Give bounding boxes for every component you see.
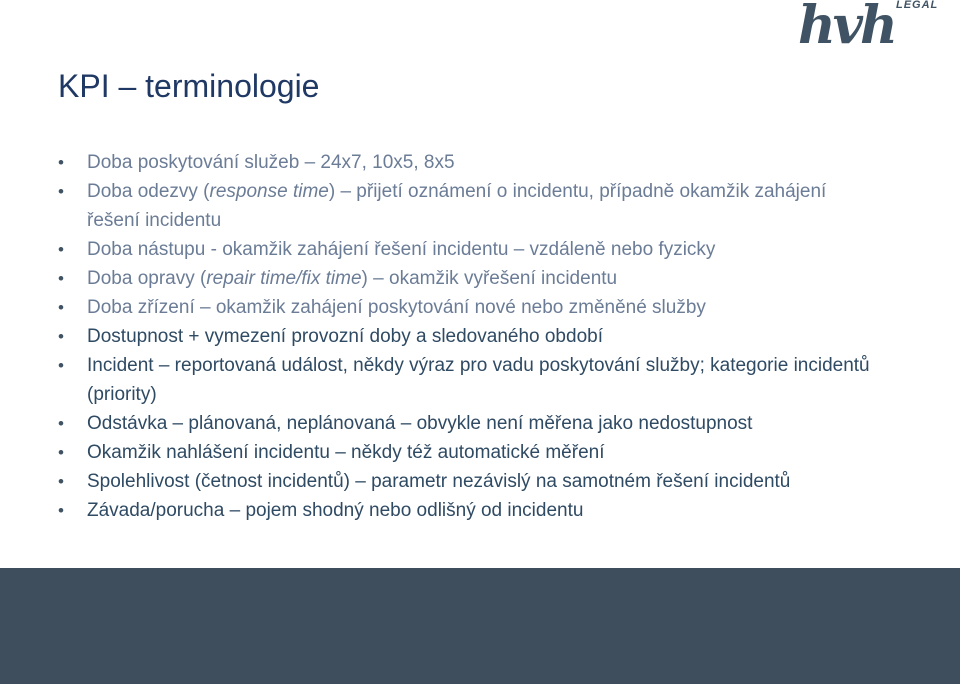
- bullet-dot-icon: •: [58, 327, 64, 346]
- bullet-text: Doba zřízení – okamžik zahájení poskytování nové nebo změněné služby: [87, 297, 706, 318]
- bullet-italic-term: repair time/fix time: [206, 268, 362, 289]
- bullet-item: [58, 438, 878, 467]
- logo-text: hvh: [798, 0, 895, 56]
- bullet-dot-icon: •: [58, 240, 64, 259]
- bullet-dot-icon: •: [58, 414, 64, 433]
- bullet-text: ) – přijetí oznámení o incidentu, případně okamžik zahájení řešení incidentu: [87, 181, 827, 231]
- logo-subtext: LEGAL: [896, 0, 939, 11]
- bullet-text: Doba odezvy (: [87, 181, 210, 202]
- bullet-text: Incident – reportovaná událost, někdy výraz pro vadu poskytování služby; kategorie incidentů (priority): [87, 355, 870, 405]
- footer-band: [0, 568, 960, 684]
- bullet-dot-icon: •: [58, 356, 64, 375]
- bullet-item: [58, 148, 878, 177]
- slide-title: KPI – terminologie: [58, 68, 320, 104]
- bullet-text: Okamžik nahlášení incidentu – někdy též automatické měření: [87, 442, 605, 463]
- bullet-item: [58, 351, 878, 409]
- bullet-item: [58, 409, 878, 438]
- bullet-text: Spolehlivost (četnost incidentů) – parametr nezávislý na samotném řešení incidentů: [87, 471, 791, 492]
- bullet-item: [58, 293, 878, 322]
- bullet-text: Doba poskytování služeb – 24x7, 10x5, 8x5: [87, 152, 455, 173]
- bullet-dot-icon: •: [58, 443, 64, 462]
- bullet-list: [58, 148, 878, 525]
- bullet-item: [58, 322, 878, 351]
- bullet-text: Doba opravy (: [87, 268, 207, 289]
- bullet-item: [58, 496, 878, 525]
- bullet-dot-icon: •: [58, 298, 64, 317]
- bullet-item: [58, 467, 878, 496]
- bullet-item: [58, 264, 878, 293]
- bullet-dot-icon: •: [58, 153, 64, 172]
- bullet-text: ) – okamžik vyřešení incidentu: [361, 268, 618, 289]
- bullet-dot-icon: •: [58, 269, 64, 288]
- bullet-text: Odstávka – plánovaná, neplánovaná – obvykle není měřena jako nedostupnost: [87, 413, 753, 434]
- bullet-text: Závada/porucha – pojem shodný nebo odlišný od incidentu: [87, 500, 584, 521]
- bullet-dot-icon: •: [58, 501, 64, 520]
- bullet-text: Doba nástupu - okamžik zahájení řešení incidentu – vzdáleně nebo fyzicky: [87, 239, 716, 260]
- bullet-text: Dostupnost + vymezení provozní doby a sledovaného období: [87, 326, 603, 347]
- bullet-italic-term: response time: [209, 181, 329, 202]
- bullet-dot-icon: •: [58, 472, 64, 491]
- hvh-legal-logo: [798, 0, 960, 62]
- bullet-item: [58, 235, 878, 264]
- bullet-dot-icon: •: [58, 182, 64, 201]
- bullet-item: [58, 177, 878, 235]
